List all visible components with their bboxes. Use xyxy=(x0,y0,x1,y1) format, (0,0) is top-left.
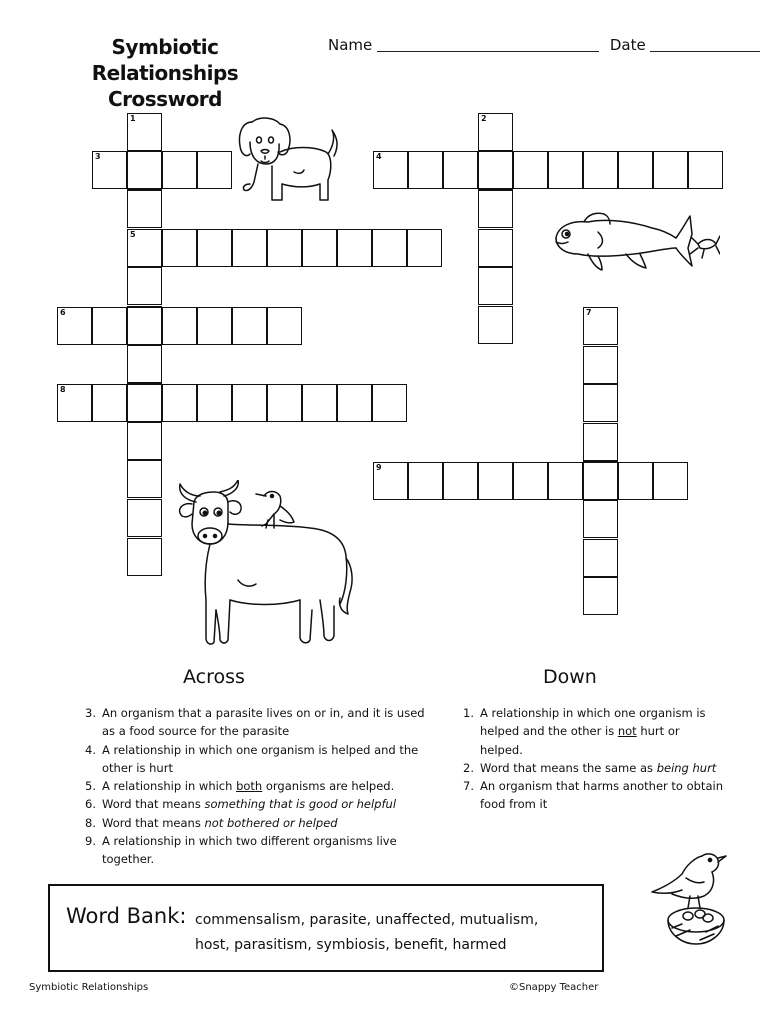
crossword-cell[interactable] xyxy=(162,229,197,267)
dog-illustration xyxy=(232,112,347,212)
crossword-cell[interactable] xyxy=(267,307,302,345)
clue-number: 1. xyxy=(463,706,474,720)
fish-illustration xyxy=(548,208,720,280)
clue-text: being hurt xyxy=(656,760,717,775)
crossword-cell[interactable] xyxy=(92,384,127,422)
crossword-cell[interactable] xyxy=(302,229,337,267)
clue-text: A relationship in which one organism is helped and the other is xyxy=(480,706,706,739)
word-bank-words xyxy=(195,908,595,958)
crossword-cell[interactable] xyxy=(478,229,513,267)
crossword-cell[interactable] xyxy=(127,229,162,267)
crossword-cell[interactable] xyxy=(302,384,337,422)
crossword-cell[interactable] xyxy=(127,267,162,305)
clue-number-1: 1 xyxy=(130,114,136,123)
crossword-cell[interactable] xyxy=(653,151,688,189)
crossword-cell[interactable] xyxy=(478,267,513,305)
clue-text: hurt or helped. xyxy=(480,724,680,757)
down-clue xyxy=(456,704,726,759)
clue-text: A relationship in which two different organisms live together. xyxy=(102,834,397,867)
bird-nest-illustration xyxy=(646,848,732,948)
crossword-cell[interactable] xyxy=(583,500,618,538)
crossword-cell[interactable] xyxy=(443,151,478,189)
cow-bird-illustration xyxy=(170,480,360,658)
crossword-cell[interactable] xyxy=(373,462,408,500)
down-clue xyxy=(456,759,726,777)
across-clue xyxy=(78,704,426,741)
clue-number: 7. xyxy=(463,779,474,794)
across-heading: Across xyxy=(183,666,245,688)
crossword-cell[interactable] xyxy=(478,462,513,500)
crossword-cell[interactable] xyxy=(583,151,618,189)
crossword-cell[interactable] xyxy=(92,151,127,189)
clue-number-4: 4 xyxy=(376,152,382,161)
clue-text: Word that means xyxy=(102,815,205,830)
word-bank xyxy=(48,884,604,972)
title-line-2: Crossword xyxy=(108,87,222,111)
crossword-cell[interactable] xyxy=(127,307,162,345)
clue-number: 3. xyxy=(85,706,96,720)
crossword-cell[interactable] xyxy=(548,462,583,500)
crossword-cell[interactable] xyxy=(267,229,302,267)
clue-number-8: 8 xyxy=(60,385,66,394)
clue-number-9: 9 xyxy=(376,463,382,472)
crossword-cell[interactable] xyxy=(373,151,408,189)
clue-number: 6. xyxy=(85,797,96,812)
crossword-cell[interactable] xyxy=(443,462,478,500)
crossword-cell[interactable] xyxy=(127,499,162,537)
word-bank-label: Word Bank: xyxy=(66,904,187,928)
footer-left: Symbiotic Relationships xyxy=(29,982,149,993)
crossword-cell[interactable] xyxy=(478,151,513,189)
crossword-cell[interactable] xyxy=(372,229,407,267)
clue-text: Word that means the same as xyxy=(480,760,657,775)
crossword-cell[interactable] xyxy=(127,422,162,460)
clue-text: not xyxy=(617,724,637,739)
clue-number-6: 6 xyxy=(60,308,66,317)
crossword-cell[interactable] xyxy=(232,307,267,345)
crossword-cell[interactable] xyxy=(408,151,443,189)
crossword-cell[interactable] xyxy=(688,151,723,189)
down-clue-list xyxy=(456,704,726,814)
word-bank-line-2: host, parasitism, symbiosis, benefit, harmed xyxy=(195,937,507,953)
clue-text: both xyxy=(236,779,263,794)
crossword-cell[interactable] xyxy=(162,307,197,345)
clue-number-3: 3 xyxy=(95,152,101,161)
title-line-1: Symbiotic Relationships xyxy=(91,35,239,85)
date-label: Date xyxy=(609,36,646,54)
crossword-cell[interactable] xyxy=(618,151,653,189)
across-clue xyxy=(78,832,426,869)
crossword-cell[interactable] xyxy=(583,423,618,461)
clue-text: Word that means xyxy=(102,797,205,812)
crossword-cell[interactable] xyxy=(127,113,162,151)
crossword-cell[interactable] xyxy=(127,460,162,498)
across-clue xyxy=(78,814,426,832)
crossword-cell[interactable] xyxy=(618,462,653,500)
crossword-cell[interactable] xyxy=(513,462,548,500)
crossword-cell[interactable] xyxy=(583,307,618,345)
crossword-cell[interactable] xyxy=(583,346,618,384)
clue-number: 9. xyxy=(85,834,96,849)
crossword-cell[interactable] xyxy=(583,577,618,615)
name-label: Name xyxy=(328,36,373,54)
crossword-cell[interactable] xyxy=(408,462,443,500)
clue-text: something that is good or helpful xyxy=(204,797,397,812)
crossword-cell[interactable] xyxy=(162,151,197,189)
across-clue xyxy=(78,777,426,795)
clue-text: A relationship in which one organism is helped and the other is hurt xyxy=(102,742,419,775)
crossword-cell[interactable] xyxy=(267,384,302,422)
crossword-cell[interactable] xyxy=(407,229,442,267)
across-clue xyxy=(78,741,426,778)
across-clue-list xyxy=(78,704,426,869)
clue-number: 2. xyxy=(463,760,474,775)
clue-text: An organism that harms another to obtain food from it xyxy=(480,779,723,812)
word-bank-line-1: commensalism, parasite, unaffected, mutualism, xyxy=(195,912,539,928)
crossword-cell[interactable] xyxy=(583,539,618,577)
clue-text: An organism that a parasite lives on or in, and it is used as a food source for the parasite xyxy=(102,706,425,739)
clue-number: 5. xyxy=(85,779,96,794)
crossword-cell[interactable] xyxy=(57,307,92,345)
clue-number: 8. xyxy=(85,815,96,830)
down-heading: Down xyxy=(543,666,597,688)
crossword-cell[interactable] xyxy=(197,151,232,189)
clue-number: 4. xyxy=(85,742,96,757)
crossword-cell[interactable] xyxy=(513,151,548,189)
crossword-cell[interactable] xyxy=(583,384,618,422)
crossword-cell[interactable] xyxy=(197,307,232,345)
crossword-cell[interactable] xyxy=(478,306,513,344)
crossword-cell[interactable] xyxy=(162,384,197,422)
crossword-cell[interactable] xyxy=(197,384,232,422)
footer-right: ©Snappy Teacher xyxy=(509,982,599,993)
crossword-cell[interactable] xyxy=(337,384,372,422)
crossword-cell[interactable] xyxy=(372,384,407,422)
crossword-cell[interactable] xyxy=(127,538,162,576)
crossword-cell[interactable] xyxy=(478,190,513,228)
clue-text: not bothered or helped xyxy=(204,815,338,830)
across-clue xyxy=(78,795,426,813)
crossword-cell[interactable] xyxy=(127,345,162,383)
clue-number-7: 7 xyxy=(586,308,592,317)
crossword-cell[interactable] xyxy=(197,229,232,267)
crossword-cell[interactable] xyxy=(478,113,513,151)
crossword-cell[interactable] xyxy=(57,384,92,422)
crossword-cell[interactable] xyxy=(232,229,267,267)
crossword-cell[interactable] xyxy=(653,462,688,500)
clue-text: organisms are helped. xyxy=(262,779,395,794)
crossword-cell[interactable] xyxy=(232,384,267,422)
crossword-cell[interactable] xyxy=(548,151,583,189)
crossword-cell[interactable] xyxy=(127,151,162,189)
crossword-cell[interactable] xyxy=(337,229,372,267)
crossword-cell[interactable] xyxy=(92,307,127,345)
clue-number-2: 2 xyxy=(481,114,487,123)
clue-text: A relationship in which xyxy=(102,779,237,794)
crossword-cell[interactable] xyxy=(127,384,162,422)
crossword-cell[interactable] xyxy=(583,462,618,500)
crossword-cell[interactable] xyxy=(127,190,162,228)
clue-number-5: 5 xyxy=(130,230,136,239)
down-clue xyxy=(456,777,726,814)
